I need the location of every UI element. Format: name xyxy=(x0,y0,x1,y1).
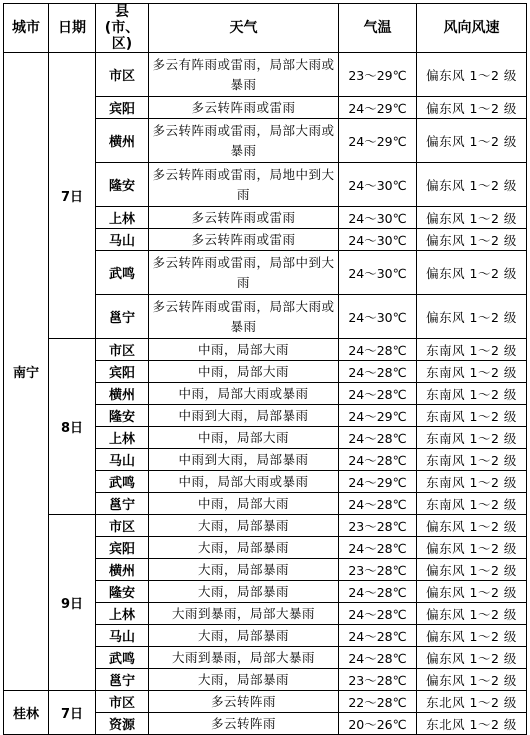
county-cell: 马山 xyxy=(96,625,149,647)
header-date: 日期 xyxy=(49,4,96,53)
temp-cell: 24～28℃ xyxy=(339,361,417,383)
header-wind: 风向风速 xyxy=(417,4,527,53)
county-cell: 武鸣 xyxy=(96,647,149,669)
temp-cell: 24～28℃ xyxy=(339,647,417,669)
weather-cell: 大雨，局部暴雨 xyxy=(149,669,339,691)
temp-cell: 22～28℃ xyxy=(339,691,417,713)
county-cell: 隆安 xyxy=(96,581,149,603)
temp-cell: 23～28℃ xyxy=(339,669,417,691)
weather-cell: 中雨，局部大雨或暴雨 xyxy=(149,471,339,493)
temp-cell: 23～29℃ xyxy=(339,53,417,97)
weather-cell: 大雨，局部暴雨 xyxy=(149,515,339,537)
weather-cell: 大雨，局部暴雨 xyxy=(149,581,339,603)
temp-cell: 24～30℃ xyxy=(339,229,417,251)
weather-cell: 大雨到暴雨，局部大暴雨 xyxy=(149,603,339,625)
county-cell: 资源 xyxy=(96,713,149,735)
wind-cell: 偏东风 1～2 级 xyxy=(417,537,527,559)
wind-cell: 东南风 1～2 级 xyxy=(417,361,527,383)
county-cell: 市区 xyxy=(96,691,149,713)
temp-cell: 24～29℃ xyxy=(339,405,417,427)
temp-cell: 24～28℃ xyxy=(339,339,417,361)
temp-cell: 24～28℃ xyxy=(339,493,417,515)
county-cell: 上林 xyxy=(96,603,149,625)
county-cell: 武鸣 xyxy=(96,471,149,493)
temp-cell: 24～30℃ xyxy=(339,163,417,207)
weather-cell: 多云转阵雨或雷雨 xyxy=(149,97,339,119)
county-cell: 上林 xyxy=(96,207,149,229)
weather-cell: 多云转阵雨或雷雨，局部大雨或暴雨 xyxy=(149,119,339,163)
wind-cell: 偏东风 1～2 级 xyxy=(417,119,527,163)
weather-cell: 大雨，局部暴雨 xyxy=(149,537,339,559)
weather-cell: 大雨，局部暴雨 xyxy=(149,559,339,581)
county-cell: 横州 xyxy=(96,383,149,405)
wind-cell: 东南风 1～2 级 xyxy=(417,405,527,427)
weather-cell: 中雨，局部大雨或暴雨 xyxy=(149,383,339,405)
wind-cell: 偏东风 1～2 级 xyxy=(417,295,527,339)
wind-cell: 东北风 1～2 级 xyxy=(417,713,527,735)
weather-cell: 多云有阵雨或雷雨，局部大雨或暴雨 xyxy=(149,53,339,97)
weather-cell: 多云转阵雨或雷雨，局部大雨或暴雨 xyxy=(149,295,339,339)
wind-cell: 偏东风 1～2 级 xyxy=(417,603,527,625)
wind-cell: 偏东风 1～2 级 xyxy=(417,647,527,669)
weather-cell: 中雨，局部大雨 xyxy=(149,339,339,361)
temp-cell: 23～28℃ xyxy=(339,559,417,581)
date-cell: 7日 xyxy=(49,691,96,735)
county-cell: 横州 xyxy=(96,559,149,581)
temp-cell: 24～28℃ xyxy=(339,625,417,647)
weather-cell: 大雨到暴雨，局部大暴雨 xyxy=(149,647,339,669)
wind-cell: 东南风 1～2 级 xyxy=(417,383,527,405)
wind-cell: 偏东风 1～2 级 xyxy=(417,669,527,691)
wind-cell: 偏东风 1～2 级 xyxy=(417,229,527,251)
temp-cell: 24～30℃ xyxy=(339,251,417,295)
weather-cell: 大雨，局部暴雨 xyxy=(149,625,339,647)
temp-cell: 24～28℃ xyxy=(339,537,417,559)
county-cell: 宾阳 xyxy=(96,537,149,559)
weather-forecast-table xyxy=(3,3,527,735)
wind-cell: 偏东风 1～2 级 xyxy=(417,515,527,537)
temp-cell: 24～29℃ xyxy=(339,97,417,119)
county-cell: 横州 xyxy=(96,119,149,163)
county-cell: 邕宁 xyxy=(96,493,149,515)
wind-cell: 东北风 1～2 级 xyxy=(417,691,527,713)
weather-cell: 多云转阵雨或雷雨，局地中到大雨 xyxy=(149,163,339,207)
date-cell: 9日 xyxy=(49,515,96,691)
weather-cell: 中雨，局部大雨 xyxy=(149,361,339,383)
wind-cell: 偏东风 1～2 级 xyxy=(417,625,527,647)
wind-cell: 东南风 1～2 级 xyxy=(417,427,527,449)
wind-cell: 偏东风 1～2 级 xyxy=(417,559,527,581)
weather-cell: 多云转阵雨 xyxy=(149,691,339,713)
temp-cell: 24～29℃ xyxy=(339,119,417,163)
temp-cell: 24～28℃ xyxy=(339,603,417,625)
wind-cell: 东南风 1～2 级 xyxy=(417,493,527,515)
temp-cell: 24～30℃ xyxy=(339,295,417,339)
header-temp: 气温 xyxy=(339,4,417,53)
wind-cell: 东南风 1～2 级 xyxy=(417,339,527,361)
weather-cell: 多云转阵雨或雷雨 xyxy=(149,207,339,229)
table-row xyxy=(4,339,527,361)
wind-cell: 偏东风 1～2 级 xyxy=(417,53,527,97)
county-cell: 邕宁 xyxy=(96,295,149,339)
wind-cell: 偏东风 1～2 级 xyxy=(417,163,527,207)
city-cell: 桂林 xyxy=(4,691,49,735)
county-cell: 邕宁 xyxy=(96,669,149,691)
temp-cell: 20～26℃ xyxy=(339,713,417,735)
wind-cell: 偏东风 1～2 级 xyxy=(417,207,527,229)
weather-cell: 多云转阵雨 xyxy=(149,713,339,735)
wind-cell: 偏东风 1～2 级 xyxy=(417,97,527,119)
county-cell: 宾阳 xyxy=(96,97,149,119)
wind-cell: 东南风 1～2 级 xyxy=(417,471,527,493)
county-cell: 马山 xyxy=(96,449,149,471)
county-cell: 市区 xyxy=(96,515,149,537)
weather-cell: 中雨，局部大雨 xyxy=(149,493,339,515)
header-county: 县(市、区) xyxy=(96,4,149,53)
weather-cell: 中雨，局部大雨 xyxy=(149,427,339,449)
table-row xyxy=(4,53,527,97)
date-cell: 8日 xyxy=(49,339,96,515)
temp-cell: 24～28℃ xyxy=(339,427,417,449)
header-weather: 天气 xyxy=(149,4,339,53)
county-cell: 马山 xyxy=(96,229,149,251)
wind-cell: 东南风 1～2 级 xyxy=(417,449,527,471)
temp-cell: 24～28℃ xyxy=(339,383,417,405)
weather-cell: 多云转阵雨或雷雨，局部中到大雨 xyxy=(149,251,339,295)
weather-cell: 中雨到大雨，局部暴雨 xyxy=(149,405,339,427)
weather-cell: 多云转阵雨或雷雨 xyxy=(149,229,339,251)
weather-cell: 中雨到大雨，局部暴雨 xyxy=(149,449,339,471)
header-city: 城市 xyxy=(4,4,49,53)
temp-cell: 24～28℃ xyxy=(339,449,417,471)
table-row xyxy=(4,691,527,713)
table-row xyxy=(4,515,527,537)
temp-cell: 24～30℃ xyxy=(339,207,417,229)
county-cell: 市区 xyxy=(96,53,149,97)
temp-cell: 24～28℃ xyxy=(339,581,417,603)
temp-cell: 23～28℃ xyxy=(339,515,417,537)
county-cell: 宾阳 xyxy=(96,361,149,383)
temp-cell: 24～29℃ xyxy=(339,471,417,493)
county-cell: 上林 xyxy=(96,427,149,449)
header-row xyxy=(4,4,527,53)
wind-cell: 偏东风 1～2 级 xyxy=(417,251,527,295)
county-cell: 隆安 xyxy=(96,405,149,427)
wind-cell: 偏东风 1～2 级 xyxy=(417,581,527,603)
city-cell: 南宁 xyxy=(4,53,49,691)
county-cell: 市区 xyxy=(96,339,149,361)
date-cell: 7日 xyxy=(49,53,96,339)
county-cell: 武鸣 xyxy=(96,251,149,295)
county-cell: 隆安 xyxy=(96,163,149,207)
